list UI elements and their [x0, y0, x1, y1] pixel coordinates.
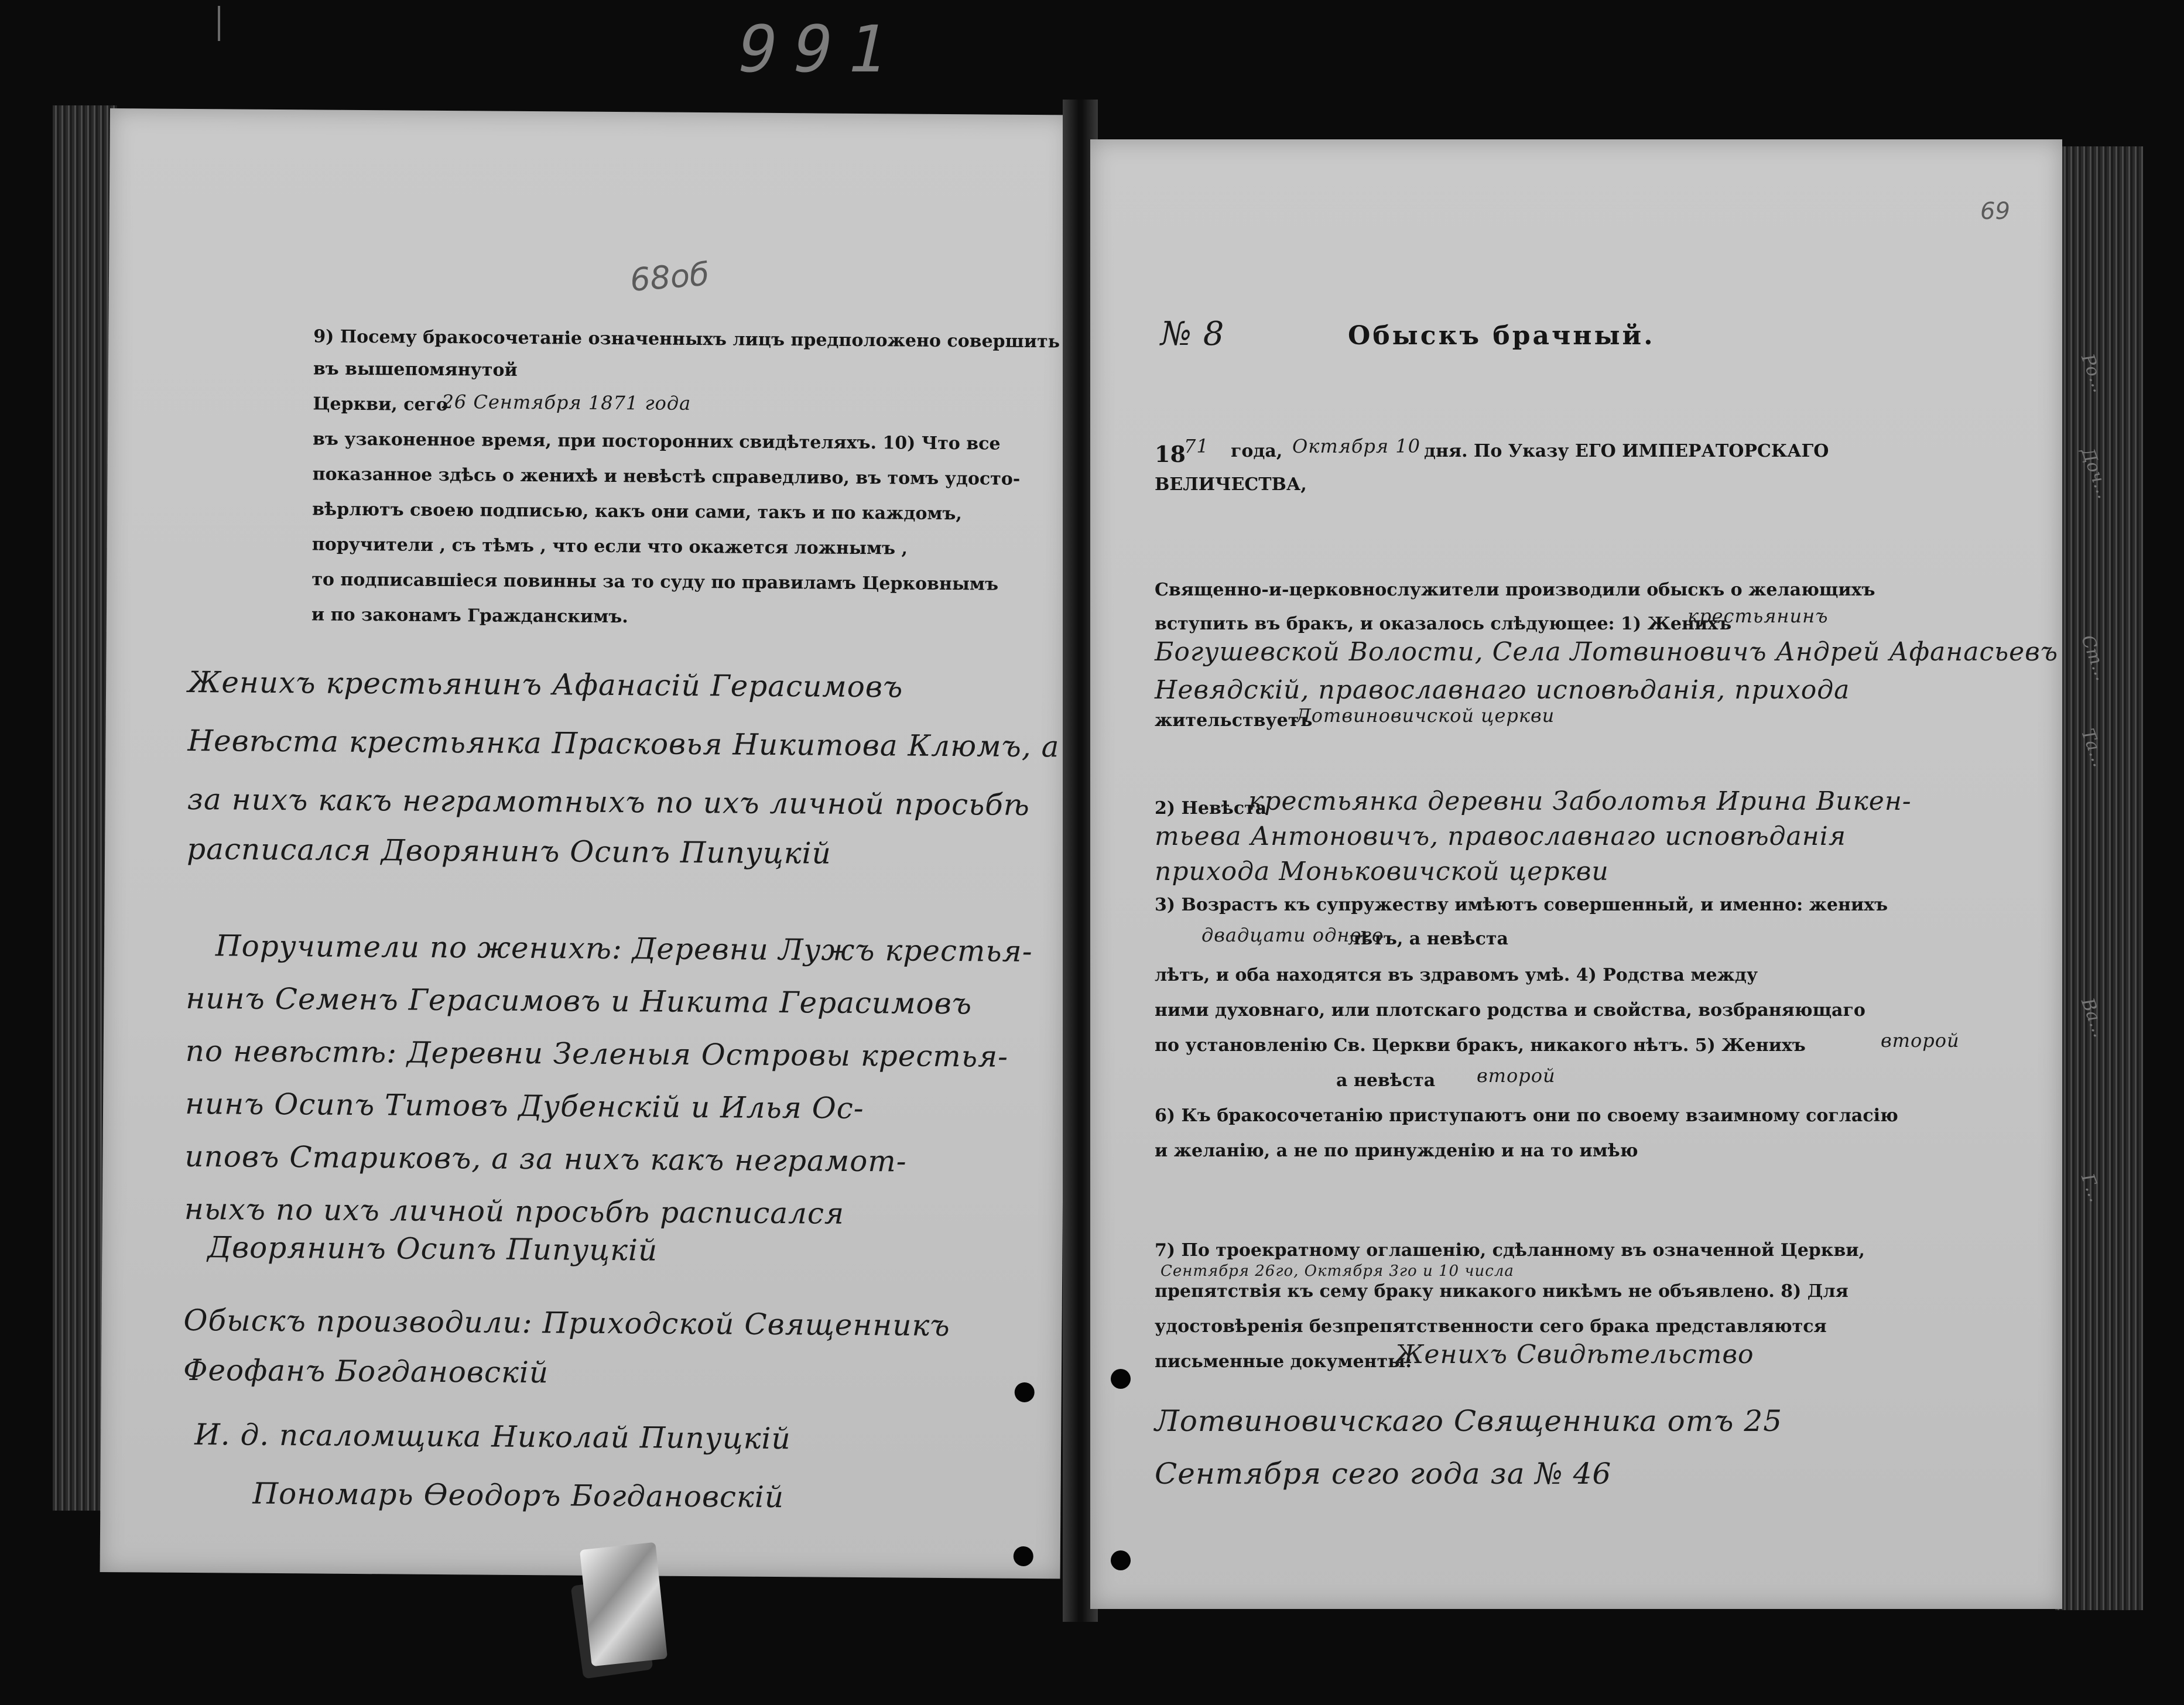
sureties-line-4: нинъ Осипъ Титовъ Дубенскiй и Илья Ос-	[184, 1086, 864, 1126]
printed-banns-2: препятствiя къ сему браку никакого никѣмъ не объявлено. 8) Для	[1155, 1281, 1848, 1302]
printed-kinship-3: по установленiю Св. Церкви бракъ, никакого нѣтъ. 5) Женихъ	[1155, 1035, 1806, 1056]
binding-hole-right-top	[1111, 1369, 1131, 1389]
printed-kinship-2: ними духовнаго, или плотскаго родства и свойства, возбраняющаго	[1155, 1000, 1865, 1021]
sureties-line-6: ныхъ по ихъ личной просьбѣ расписался	[184, 1192, 845, 1231]
date-printed-a: года,	[1231, 441, 1283, 461]
printed-line-7: поручители , съ тѣмъ , что если что окажется ложнымъ ,	[311, 534, 908, 559]
documents-hand-1: Женихъ Свидѣтельство	[1395, 1340, 1754, 1370]
date-handwritten: 26 Сентября 1871 года	[441, 390, 692, 415]
groom-faith: Невядскiй, православнаго исповѣданiя, прихода	[1155, 675, 1850, 705]
printed-line-9: и по законамъ Гражданскимъ.	[311, 604, 628, 628]
printed-residence: жительствуетъ	[1155, 710, 1313, 731]
printed-documents-1: удостовѣренiя безпрепятственности сего брака представляются	[1155, 1316, 1827, 1337]
binding-hole-left-bottom	[1014, 1546, 1033, 1566]
bride-line-2: тьева Антоновичъ, православнаго исповѣданiя	[1155, 821, 1846, 851]
banns-dates: Сентября 26го, Октября 3го и 10 числа	[1161, 1262, 1514, 1280]
left-page	[100, 108, 1070, 1579]
groom-estate: крестьянинъ	[1687, 605, 1829, 627]
printed-line-3: Церкви, сего	[313, 393, 449, 416]
sureties-line-3: по невѣстѣ: Деревни Зеленыя Островы крестья-	[185, 1033, 1009, 1074]
margin-note-4: Та...	[2077, 726, 2110, 770]
officiants-line-2: Феофанъ Богдановскiй	[183, 1353, 549, 1390]
printed-intro-2: вступить въ бракъ, и оказалось слѣдующее: 1) Женихъ	[1155, 614, 1732, 634]
margin-note-1: Ро...	[2077, 351, 2110, 395]
printed-age: 3) Возрастъ къ супружеству имѣютъ совершенный, и именно: женихъ	[1155, 895, 1888, 915]
printed-majesty: ВЕЛИЧЕСТВА,	[1155, 474, 1307, 495]
bride-line-1: крестьянка деревни Заболотья Ирина Викен-	[1248, 786, 1912, 816]
printed-bride: 2) Невѣста	[1155, 798, 1267, 819]
groom-marriage-count: второй	[1881, 1029, 1960, 1052]
printed-line-1: 9) Посему бракосочетанiе означенныхъ лицъ предположено совершить	[313, 326, 1060, 352]
month-handwritten: Октября 10	[1292, 435, 1420, 457]
printed-line-5: показанное здѣсь о женихѣ и невѣстѣ справедливо, въ томъ удосто-	[312, 464, 1021, 489]
year-prefix: 18	[1155, 441, 1186, 467]
metal-clip	[580, 1542, 667, 1666]
sureties-signature: Дворянинъ Осипъ Пипуцкiй	[207, 1230, 658, 1268]
frame-number: 991	[730, 12, 912, 87]
groom-parish: Лотвиновичской церкви	[1295, 704, 1555, 727]
printed-line-8: то подписавшiеся повинны за то суду по правиламъ Церковнымъ	[311, 569, 999, 595]
pencil-folio-number: 68об	[628, 255, 711, 299]
printed-kinship-1: лѣтъ, и оба находятся въ здравомъ умѣ. 4) Родства между	[1155, 965, 1758, 985]
year-handwritten: 71	[1184, 435, 1209, 457]
document-title: Обыскъ брачный.	[1348, 321, 1655, 351]
printed-bride-years: лѣтъ, а невѣста	[1348, 929, 1508, 949]
sureties-line-5: иповъ Стариковъ, а за нихъ какъ неграмот-	[184, 1139, 907, 1179]
margin-note-6: Г...	[2077, 1171, 2106, 1205]
proxy-line-2: расписался Дворянинъ Осипъ Пипуцкiй	[186, 831, 832, 871]
printed-banns-1: 7) По троекратному оглашенiю, сдѣланному въ означенной Церкви,	[1155, 1240, 1865, 1261]
frame-tick-mark	[218, 6, 220, 41]
page-number: 69	[1980, 198, 2010, 225]
printed-intro-1: Священно-и-церковнослужители производили обыскъ о желающихъ	[1155, 580, 1875, 600]
officiants-line-3: И. д. псаломщика Николай Пипуцкiй	[194, 1418, 791, 1456]
binding-hole-right-bottom	[1111, 1550, 1131, 1570]
officiants-line-4: Пономарь Өеодоръ Богдановскiй	[252, 1476, 785, 1515]
printed-line-2: въ вышепомянутой	[313, 358, 518, 381]
margin-note-2: Доч...	[2077, 445, 2114, 502]
bride-line: Невѣста крестьянка Прасковья Никитова Клюмъ, а	[187, 723, 1060, 764]
sureties-line-2: нинъ Семенъ Герасимовъ и Никита Герасимовъ	[186, 981, 973, 1021]
printed-line-4: въ узаконенное время, при посторонних свидѣтеляхъ. 10) Что все	[312, 429, 1001, 454]
printed-consent-1: 6) Къ бракосочетанiю приступаютъ они по своему взаимному согласiю	[1155, 1105, 1898, 1126]
documents-hand-3: Сентября сего года за № 46	[1155, 1457, 1612, 1491]
printed-bride-marriage: а невѣста	[1336, 1070, 1436, 1091]
groom-origin: Богушевской Волости, Села Лотвиновичъ Андрей Афанасьевъ	[1155, 637, 2059, 667]
binding-hole-left-top	[1015, 1382, 1035, 1402]
bride-marriage-count: второй	[1477, 1064, 1556, 1087]
right-page	[1090, 139, 2062, 1609]
groom-age: двадцати одного	[1201, 924, 1384, 946]
record-number: № 8	[1161, 315, 1225, 353]
printed-consent-2: и желанiю, а не по принужденiю и на то имѣю	[1155, 1141, 1638, 1161]
groom-line: Женихъ крестьянинъ Афанасiй Герасимовъ	[187, 665, 903, 704]
printed-documents-2: письменные документы:	[1155, 1351, 1412, 1372]
margin-note-5: Ва...	[2077, 995, 2110, 1040]
printed-line-6: вѣрлютъ своею подписью, какъ они сами, такъ и по каждомъ,	[312, 499, 963, 525]
officiants-line-1: Обыскъ производили: Приходской Священникъ	[183, 1303, 950, 1343]
margin-note-3: Ст...	[2077, 632, 2113, 684]
date-printed-b: дня. По Указу ЕГО ИМПЕРАТОРСКАГО	[1424, 441, 1829, 461]
documents-hand-2: Лотвиновичскаго Священника отъ 25	[1155, 1404, 1783, 1438]
proxy-line-1: за нихъ какъ неграмотныхъ по ихъ личной просьбѣ	[187, 782, 1031, 822]
bride-line-3: прихода Моньковичской церкви	[1155, 857, 1609, 886]
sureties-line-1: Поручители по женихѣ: Деревни Лужъ крестья-	[215, 929, 1033, 969]
